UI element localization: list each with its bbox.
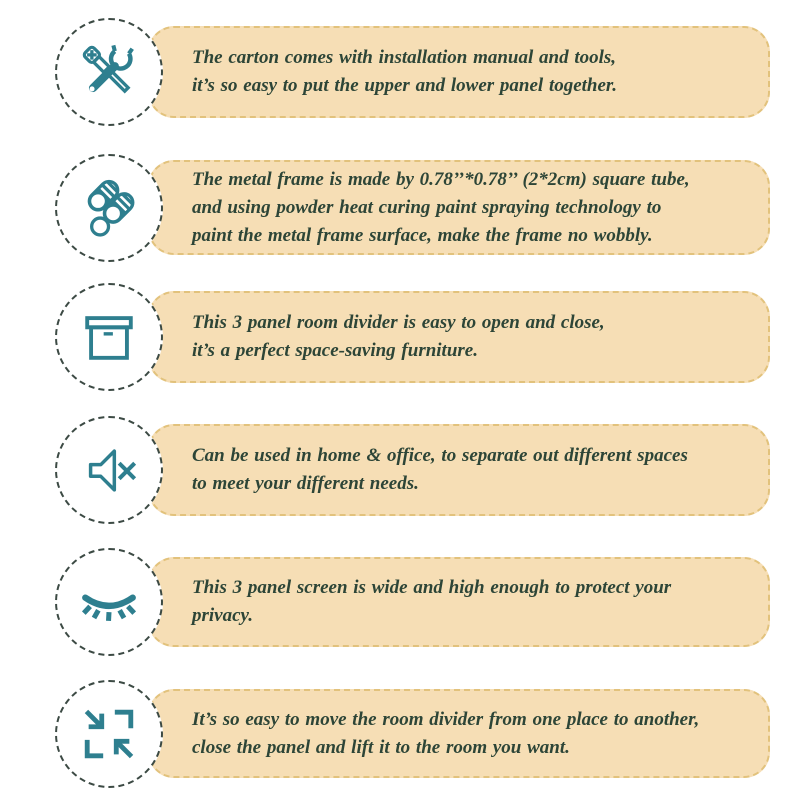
- feature-row: [0, 26, 800, 118]
- feature-text-line: This 3 panel room divider is easy to open and close,: [192, 312, 605, 333]
- feature-icon-badge: [55, 283, 163, 391]
- feature-row: [0, 160, 800, 255]
- feature-row: [0, 557, 800, 647]
- feature-icon-badge: [55, 18, 163, 126]
- feature-banner: [148, 689, 770, 778]
- feature-banner: [148, 26, 770, 118]
- feature-text-line: to meet your different needs.: [192, 473, 419, 494]
- feature-text-line: The carton comes with installation manual and tools,: [192, 47, 617, 68]
- tools-icon: [78, 41, 140, 103]
- feature-text-line: It’s so easy to move the room divider from one place to another,: [192, 708, 700, 730]
- feature-row: [0, 424, 800, 516]
- feature-banner: [148, 557, 770, 647]
- feature-icon-badge: [55, 680, 163, 788]
- feature-text-line: privacy.: [192, 605, 254, 626]
- feature-text-line: paint the metal frame surface, make the frame no wobbly.: [192, 224, 653, 246]
- box-icon: [78, 306, 140, 368]
- feature-icon-badge: [55, 154, 163, 262]
- feature-text-line: and using powder heat curing paint spraying technology to: [192, 196, 662, 218]
- muted-speaker-icon: [78, 439, 140, 501]
- closed-eye-icon: [78, 571, 140, 633]
- feature-text-line: it’s a perfect space-saving furniture.: [192, 340, 478, 361]
- feature-row: [0, 689, 800, 778]
- feature-row: [0, 291, 800, 383]
- feature-text-line: close the panel and lift it to the room you want.: [192, 736, 570, 758]
- feature-icon-badge: [55, 416, 163, 524]
- pipes-icon: [78, 177, 140, 239]
- feature-banner: [148, 160, 770, 255]
- feature-text-line: The metal frame is made by 0.78’’*0.78’’ (2*2cm) square tube,: [192, 168, 690, 190]
- feature-banner: [148, 424, 770, 516]
- feature-text-line: Can be used in home & office, to separate out different spaces: [192, 445, 688, 466]
- move-arrows-icon: [78, 703, 140, 765]
- feature-icon-badge: [55, 548, 163, 656]
- feature-text-line: This 3 panel screen is wide and high enough to protect your: [192, 577, 672, 598]
- feature-text-line: it’s so easy to put the upper and lower panel together.: [192, 75, 618, 96]
- feature-banner: [148, 291, 770, 383]
